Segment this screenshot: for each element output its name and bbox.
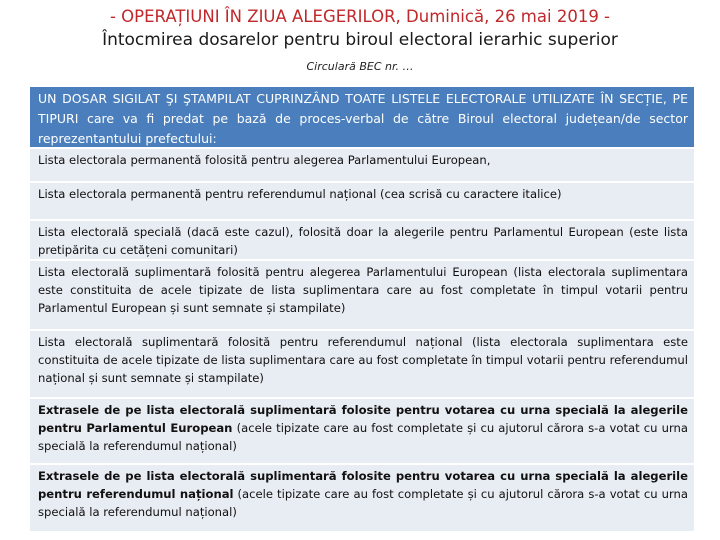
table-row <box>30 329 694 397</box>
table-header: UN DOSAR SIGILAT ŞI ŞTAMPILAT CUPRINZÂND TOATE LISTELE ELECTORALE UTILIZATE ÎN SECȚIE, PE TIPURI care va fi predat pe bază de proces-verbal de către Biroul electoral județean/de sector reprezentantului prefectului: <box>30 87 694 147</box>
table-row <box>30 147 694 181</box>
row-text: Lista electorala permanentă folosită pentru alegerea Parlamentului European, <box>38 153 491 167</box>
row-text: Lista electorală suplimentară folosită pentru alegerea Parlamentului European (lista electorala suplimentara este constituita de acele tipizate de lista suplimentara care au fost completate în timpul votarii pentru Parlamentul European și sunt semnate și stampilate) <box>38 265 688 315</box>
row-text: Lista electorală suplimentară folosită pentru referendumul național (lista electorala suplimentara este constituita de acele tipizate de lista suplimentara care au fost completate în timpul votarii pentru referendumul național și sunt semnate și stampilate) <box>38 335 688 385</box>
row-text: (acele tipizate care au fost completate și cu ajutorul cărora s-a votat cu urna specială la referendumul național) <box>38 487 688 519</box>
row-text: Lista electorala permanentă pentru referendumul național (cea scrisă cu caractere italice) <box>38 187 562 201</box>
row-text: Lista electorală specială (dacă este cazul), folosită doar la alegerile pentru Parlamentul European (este lista pretipărita cu cetățeni comunitari) <box>38 225 688 257</box>
documents-table <box>30 87 694 531</box>
page-title: - OPERAȚIUNI ÎN ZIUA ALEGERILOR, Duminică, 26 mai 2019 - <box>109 7 611 26</box>
row-text: (acele tipizate care au fost completate și cu ajutorul cărora s-a votat cu urna specială la referendumul național) <box>38 421 689 453</box>
row-bold-text: Extrasele de pe lista electorală suplimentară folosite pentru votarea cu urna specială la alegerile pentru referendumul național <box>38 469 688 501</box>
table-row <box>30 259 694 329</box>
table-row <box>30 219 694 259</box>
circular-reference: Circulară BEC nr. … <box>306 60 414 73</box>
page-subtitle: Întocmirea dosarelor pentru biroul electoral ierarhic superior <box>102 30 618 50</box>
row-bold-text: Extrasele de pe lista electorală suplimentară folosite pentru votarea cu urna specială la alegerile pentru Parlamentul European <box>38 403 688 435</box>
table-row <box>30 463 694 531</box>
table-row <box>30 397 694 463</box>
table-row <box>30 181 694 219</box>
